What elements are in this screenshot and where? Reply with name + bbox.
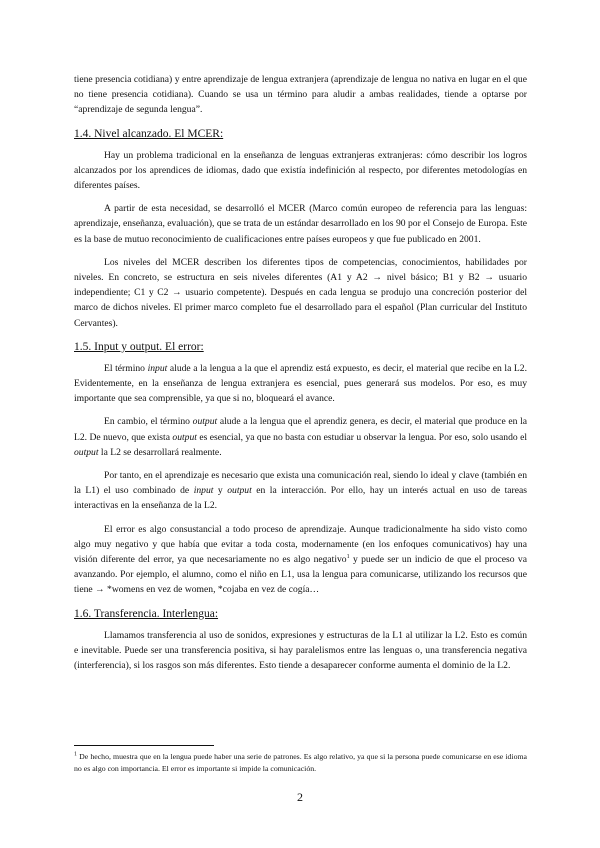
error-paragraph: El error es algo consustancial a todo proceso de aprendizaje. Aunque tradicionalmente ha sido visto como algo muy negativo y que había que evitar a toda costa, modernamente (en los enfoques comunicativos) hay una visión diferente del error, ya que necesariamente no es algo negativo$^1$ y puede ser un indicio de que el proceso va avanzando. Por ejemplo, el alumno, como el niño en L1, usa la lengua para comunicarse, utilizando los recursos que tiene → *womens en vez de women, *cojaba en vez de cogía… (74, 523, 527, 596)
transfer-paragraph: Llamamos transferencia al uso de sonidos, expresiones y estructuras de la L1 al utilizar la L2. Esto es común e inevitable. Puede ser una transferencia positiva, si hay paralelismos entre las lenguas o, una transferencia negativa (interferencia), si los rasgos son más diferentes. Esto tiende a desaparecer conforme aumenta el dominio de la L2. (74, 629, 527, 672)
section-heading-1-4: 1.4. Nivel alcanzado. El MCER: (74, 127, 224, 140)
interaction-paragraph: Por tanto, en el aprendizaje es necesario que exista una comunicación real, siendo lo ideal y clave (también en la L1) el uso combinado de input y output en la interacción. Por ello, hay un interés actual en uso de tareas interactivas en la enseñanza de la L2. (74, 470, 528, 512)
footnote (74, 751, 527, 775)
input-paragraph: El término input alude a la lengua a la que el aprendiz está expuesto, es decir, el material que recibe en la L2. Evidentemente, en la enseñanza de lengua extranjera es esencial, pues generará sus modelos. Por eso, es muy importante que sea comprensible, ya que si no, bloqueará el avance. (74, 362, 527, 405)
page-number: 2 (297, 790, 303, 804)
mcer-paragraph-1: Hay un problema tradicional en la enseñanza de lenguas extranjeras extranjeras: cómo describir los logros alcanzados por los aprendices de idiomas, dado que existía indefinición al respecto, por diferentes metodologías en diferentes países. (74, 149, 527, 192)
section-heading-1-6: 1.6. Transferencia. Interlengua: (74, 607, 219, 620)
footnote-number: 1 (74, 751, 77, 758)
section-heading-1-5: 1.5. Input y output. El error: (74, 340, 204, 353)
mcer-paragraph-2: A partir de esta necesidad, se desarrolló el MCER (Marco común europeo de referencia para las lenguas: aprendizaje, enseñanza, evaluación), que se trata de un estándar desarrollado en los 90 por el Consejo de Europa. Este es la base de mutuo reconocimiento de cualificaciones entre países europeos y que fue publicado en 2001. (74, 203, 527, 245)
footnote-ref: 1 (346, 553, 350, 560)
intro-paragraph: tiene presencia cotidiana) y entre aprendizaje de lengua extranjera (aprendizaje de lengua no nativa en lugar en el que no tiene presencia cotidiana). Cuando se usa un término para aludir a ambas realidades, tiende a optarse por “aprendizaje de segunda lengua”. (74, 74, 527, 116)
footnote-text: De hecho, muestra que en la lengua puede haber una serie de patrones. Es algo relativo, ya que si la persona puede comunicarse en ese idioma no es algo con importancia. El error es importante si impide la comunicación. (74, 752, 527, 773)
footnote-divider (74, 745, 214, 746)
output-paragraph: En cambio, el término output alude a la lengua que el aprendiz genera, es decir, el material que produce en la L2. De nuevo, que exista output es esencial, ya que no basta con estudiar u observar la lengua. Por eso, solo usando el output la L2 se desarrollará realmente. (74, 416, 527, 458)
mcer-paragraph-3: Los niveles del MCER describen los diferentes tipos de competencias, conocimientos, habilidades por niveles. En concreto, se estructura en seis niveles diferentes (A1 y A2 → nivel básico; B1 y B2 → usuario independiente; C1 y C2 → usuario competente). Después en cada lengua se produjo una concreción posterior del marco de dichos niveles. El primer marco completo fue el desarrollado para el español (Plan curricular del Instituto Cervantes). (74, 256, 527, 329)
document-body (74, 72, 527, 673)
